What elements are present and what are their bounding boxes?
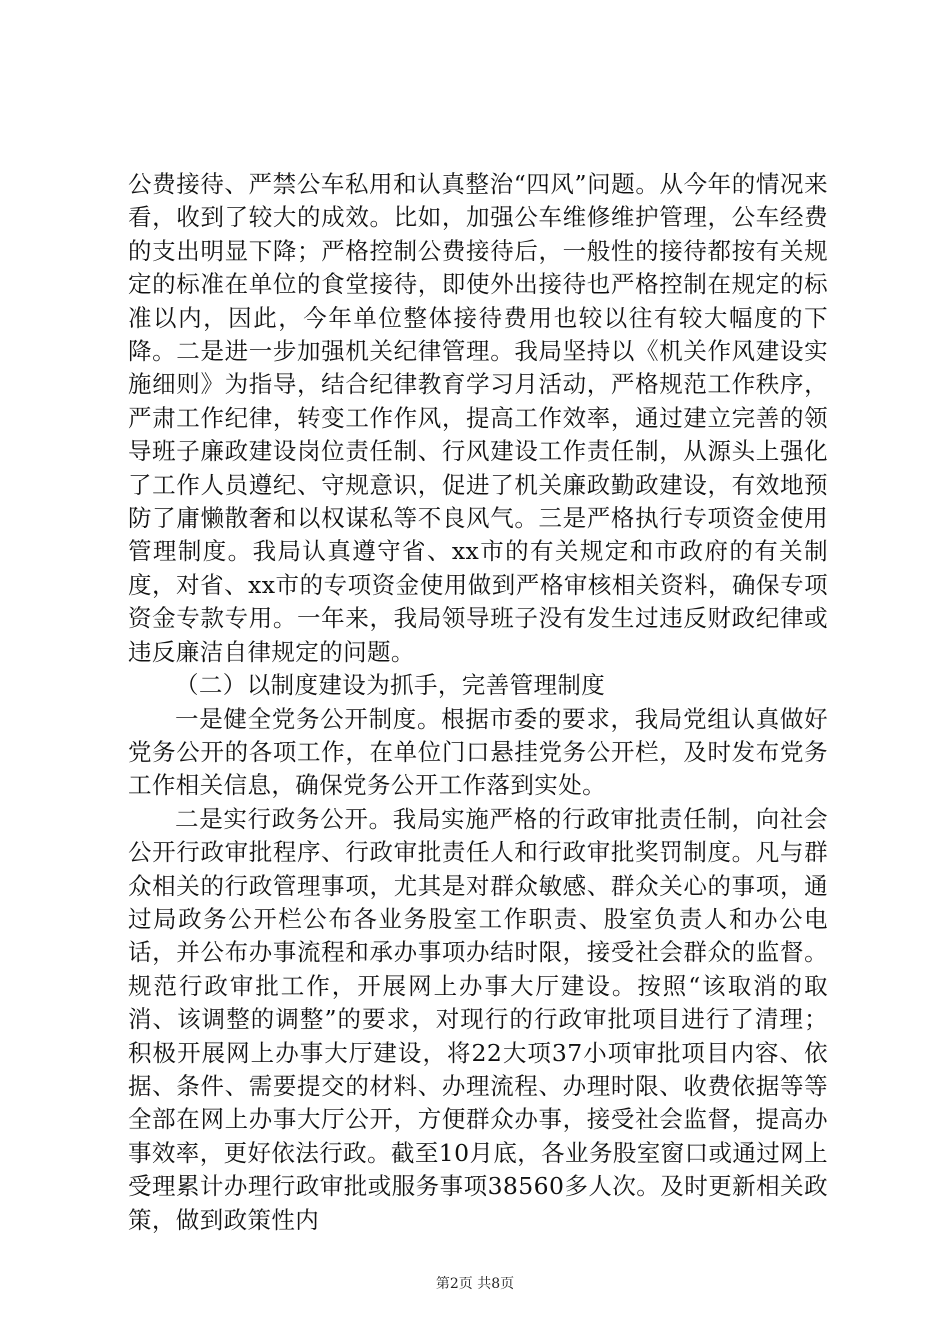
- paragraph-government-affairs: 二是实行政务公开。我局实施严格的行政审批责任制，向社会公开行政审批程序、行政审批责任人和行政审批奖罚制度。凡与群众相关的行政管理事项，尤其是对群众敏感、群众关心的事项，通过局政务公开栏公布各业务股室工作职责、股室负责人和办公电话，并公布办事流程和承办事项办结时限，接受社会群众的监督。规范行政审批工作，开展网上办事大厅建设。按照“该取消的取消、该调整的调整”的要求，对现行的行政审批项目进行了清理；积极开展网上办事大厅建设，将22大项37小项审批项目内容、依据、条件、需要提交的材料、办理流程、办理时限、收费依据等等全部在网上办事大厅公开，方便群众办事，接受社会监督，提高办事效率，更好依法行政。截至10月底，各业务股室窗口或通过网上受理累计办理行政审批或服务事项38560多人次。及时更新相关政策，做到政策性内: [128, 804, 828, 1234]
- paragraph-party-affairs: 一是健全党务公开制度。根据市委的要求，我局党组认真做好党务公开的各项工作，在单位门口悬挂党务公开栏，及时发布党务工作相关信息，确保党务公开工作落到实处。: [128, 704, 828, 800]
- section-heading: （二）以制度建设为抓手，完善管理制度: [175, 671, 606, 700]
- page-footer: 第2页 共8页: [435, 1276, 515, 1292]
- paragraph-continuation: 公费接待、严禁公车私用和认真整治“四风”问题。从今年的情况来看，收到了较大的成效。比如，加强公车维修维护管理，公车经费的支出明显下降；严格控制公费接待后，一般性的接待都按有关规定的标准在单位的食堂接待，即使外出接待也严格控制在规定的标准以内，因此，今年单位整体接待费用也较以往有较大幅度的下降。二是进一步加强机关纪律管理。我局坚持以《机关作风建设实施细则》为指导，结合纪律教育学习月活动，严格规范工作秩序，严肃工作纪律，转变工作作风，提高工作效率，通过建立完善的领导班子廉政建设岗位责任制、行风建设工作责任制，从源头上强化了工作人员遵纪、守规意识，促进了机关廉政勤政建设，有效地预防了庸懒散奢和以权谋私等不良风气。三是严格执行专项资金使用管理制度。我局认真遵守省、xx市的有关规定和市政府的有关制度，对省、xx市的专项资金使用做到严格审核相关资料，确保专项资金专款专用。一年来，我局领导班子没有发生过违反财政纪律或违反廉洁自律规定的问题。: [128, 170, 828, 666]
- document-body: [128, 168, 828, 1237]
